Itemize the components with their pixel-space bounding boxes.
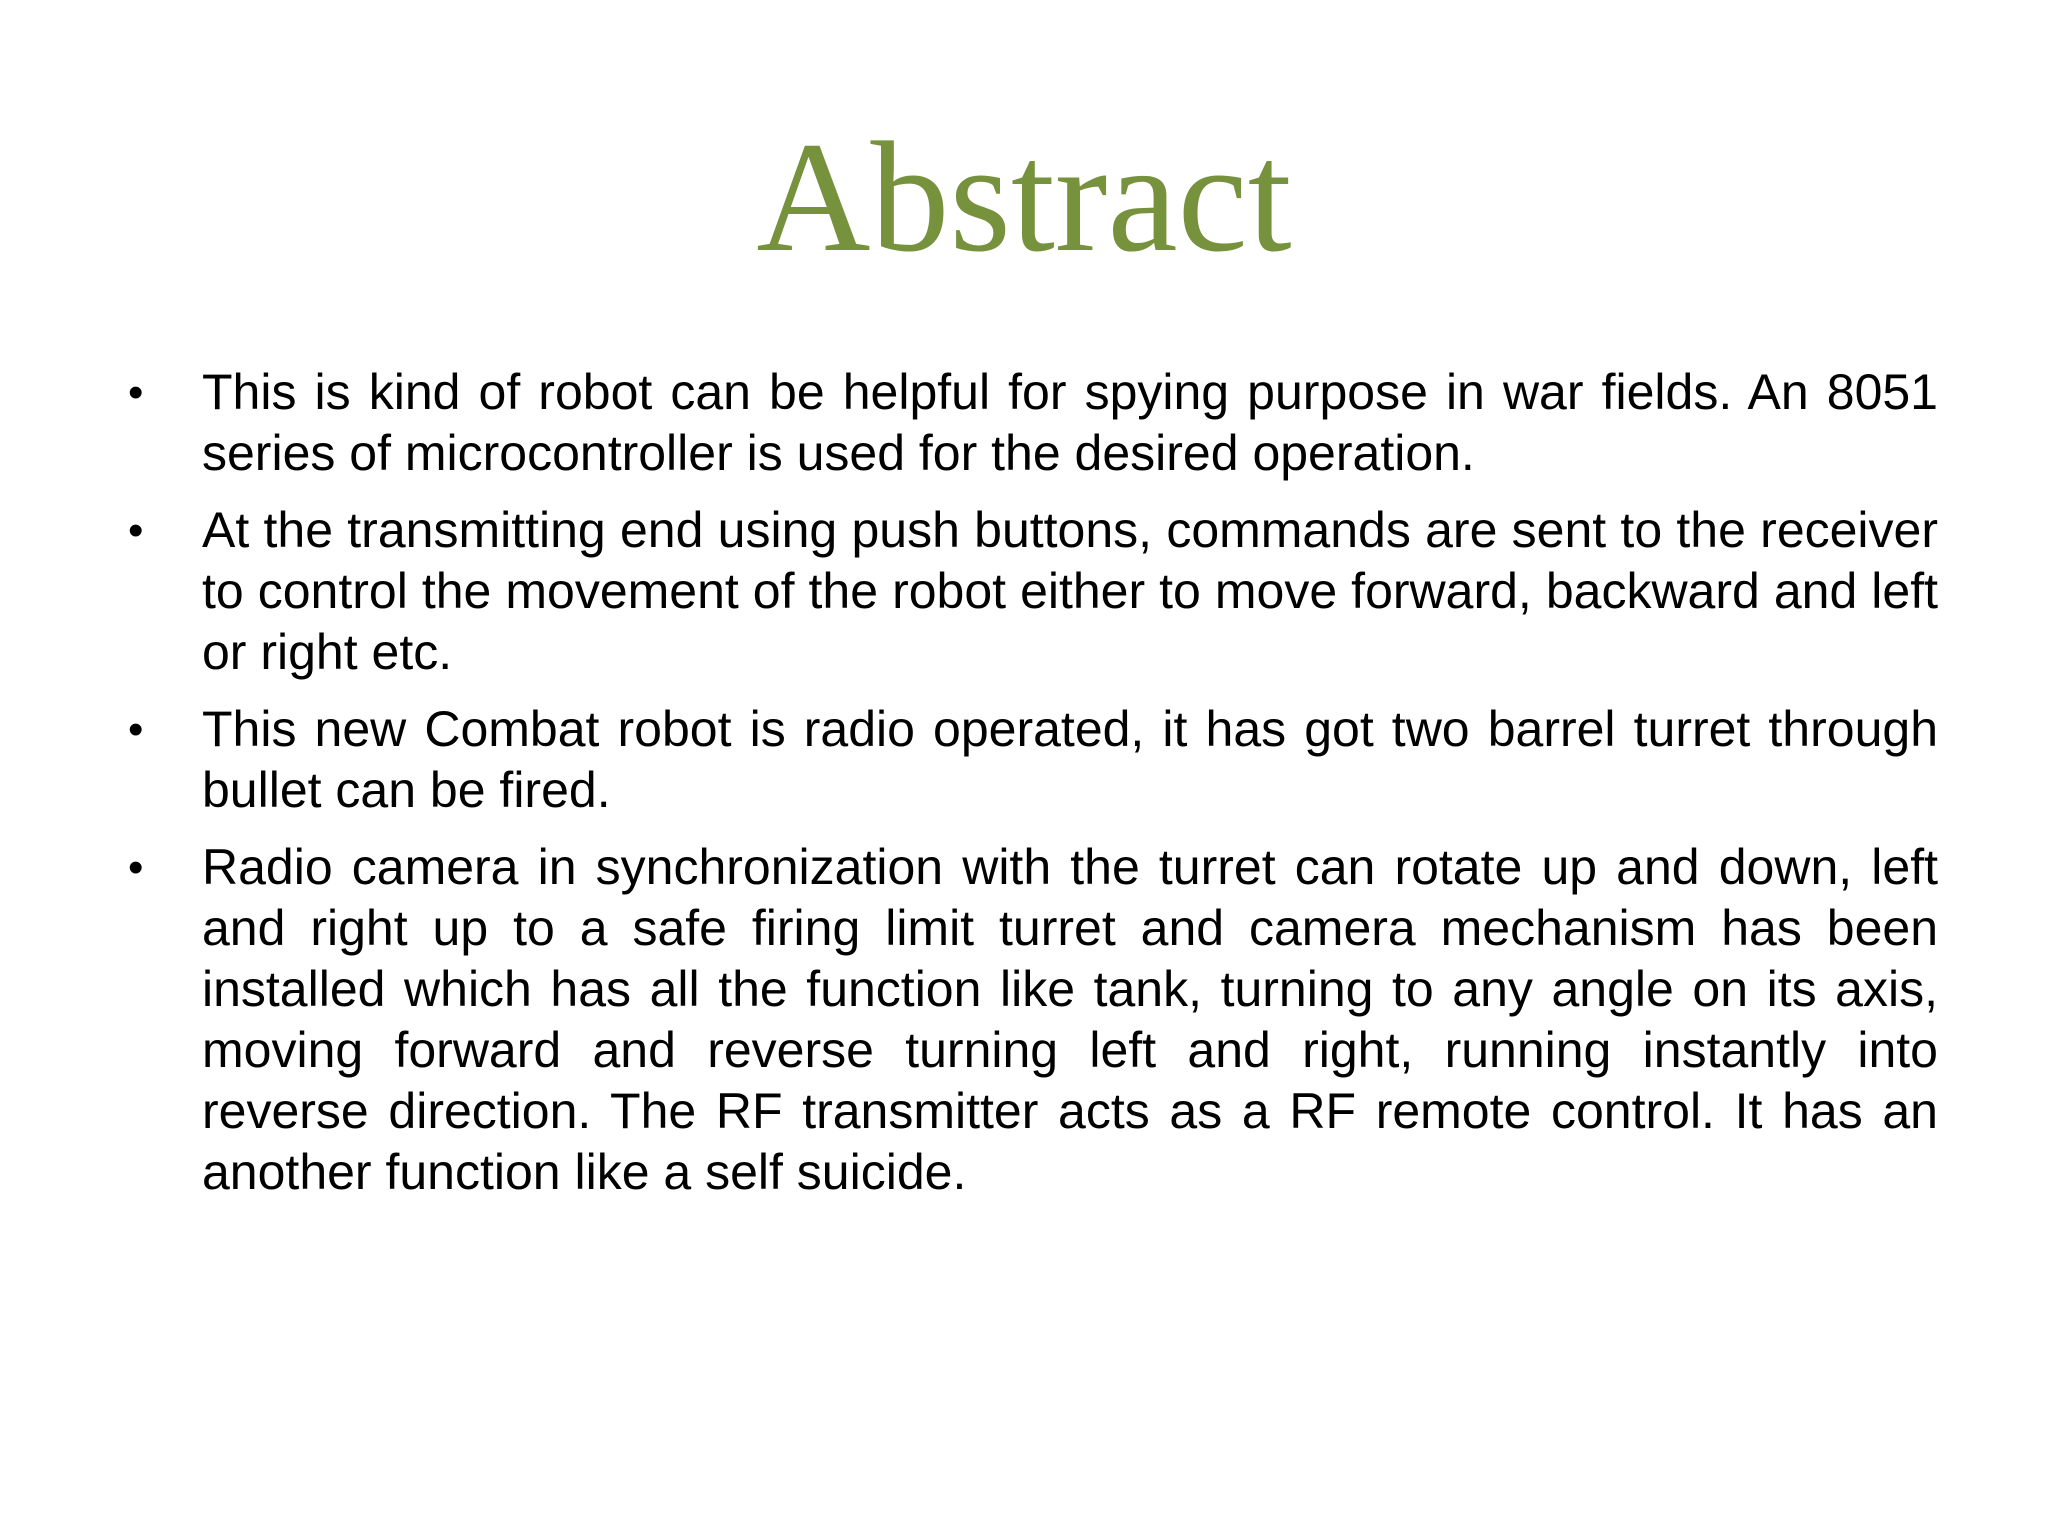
bullet-text: This new Combat robot is radio operated, it has got two barrel turret through bullet can be fired. xyxy=(202,701,1938,818)
bullet-item xyxy=(120,837,1938,1203)
bullet-item xyxy=(120,699,1938,821)
bullet-dot-icon: • xyxy=(128,843,144,892)
bullet-item xyxy=(120,500,1938,683)
bullet-dot-icon: • xyxy=(128,368,144,417)
bullet-text: Radio camera in synchronization with the turret can rotate up and down, left and right up to a safe firing limit turret and camera mechanism has been installed which has all the function like tank, turning to any angle on its axis, moving forward and reverse turning left and right, running instantly into reverse direction. The RF transmitter acts as a RF remote control. It has an another function like a self suicide. xyxy=(202,839,1938,1200)
bullet-dot-icon: • xyxy=(128,506,144,555)
bullet-text: This is kind of robot can be helpful for spying purpose in war fields. An 8051 series of microcontroller is used for the desired operation. xyxy=(202,364,1938,481)
bullet-item xyxy=(120,362,1938,484)
bullet-list xyxy=(120,362,1938,1219)
slide-title: Abstract xyxy=(756,110,1292,285)
bullet-text: At the transmitting end using push buttons, commands are sent to the receiver to control the movement of the robot either to move forward, backward and left or right etc. xyxy=(202,502,1938,680)
bullet-dot-icon: • xyxy=(128,705,144,754)
